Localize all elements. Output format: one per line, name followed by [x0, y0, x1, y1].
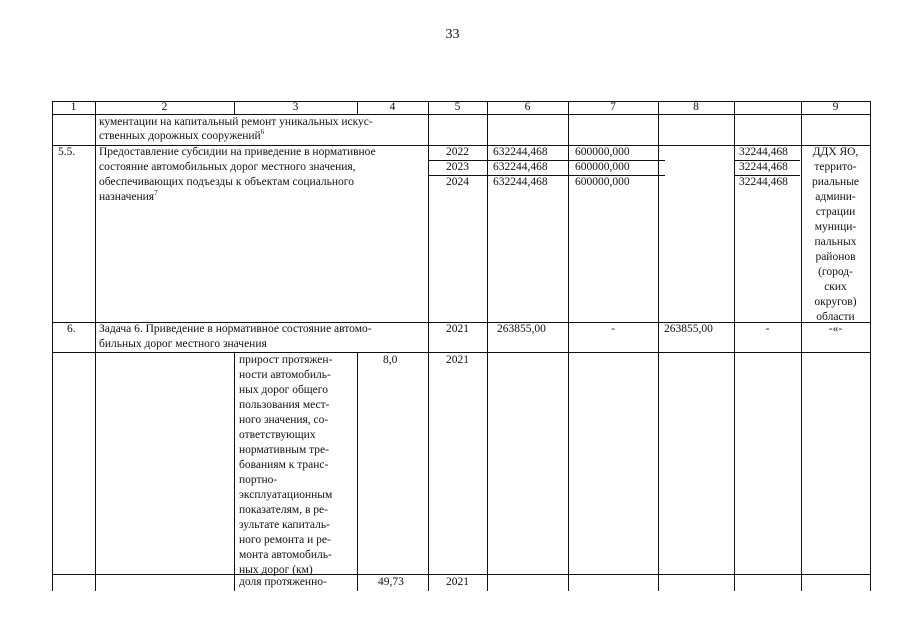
header-col-9: 9	[832, 101, 839, 113]
indicator-line: пользования мест-	[239, 399, 330, 411]
indicator-line: ных дорог (км)	[239, 564, 313, 576]
executor-cell	[801, 145, 870, 325]
executor-line: ДДХ ЯО,	[812, 146, 859, 158]
col-border	[568, 101, 569, 591]
amount-col6: 632244,468	[493, 176, 548, 188]
amount-col8x: 32244,468	[739, 146, 788, 158]
indicator-value: 8,0	[383, 354, 398, 366]
footnote-mark: 7	[154, 189, 158, 198]
amount-col7: 600000,000	[575, 176, 630, 188]
header-col-4: 4	[389, 101, 396, 113]
cont-line: кументации на капитальный ремонт уникальных искус-	[99, 116, 373, 128]
executor-line: террито-	[814, 161, 857, 173]
cont-line: ственных дорожных сооружений$^6$	[99, 128, 265, 142]
page-number: 33	[445, 27, 460, 42]
indicator-line: ности автомобиль-	[239, 369, 331, 381]
amount-col8x: 32244,468	[739, 176, 788, 188]
footnote-mark: 6	[260, 128, 265, 137]
year: 2023	[446, 161, 469, 173]
year: 2022	[446, 146, 469, 158]
amount-col7: 600000,000	[575, 161, 630, 173]
amount-col8x: 32244,468	[739, 161, 788, 173]
row-title-line: обеспечивающих подъезды к объектам социального	[99, 176, 354, 188]
executor-line: ских	[824, 281, 847, 293]
row-title-line: назначения$^7$	[99, 189, 158, 203]
col-border	[487, 101, 488, 591]
indicator-line: ответствующих	[239, 429, 316, 441]
executor-same: -«-	[828, 323, 843, 335]
indicator-value: 49,73	[378, 576, 404, 588]
header-col-2: 2	[161, 101, 168, 113]
executor-line: страции	[815, 206, 856, 218]
col-border	[734, 101, 735, 591]
header-col-6: 6	[524, 101, 531, 113]
col-border-4	[357, 352, 358, 591]
year: 2021	[446, 354, 469, 366]
header-col-8: 8	[693, 101, 699, 113]
row-title-line: состояние автомобильных дорог местного значения,	[99, 161, 356, 173]
executor-line: админи-	[815, 191, 856, 203]
executor-line: округов)	[814, 296, 857, 308]
executor-line: пальных	[814, 236, 857, 248]
col-border	[658, 101, 659, 591]
col-border	[95, 101, 96, 591]
amount-col6: 632244,468	[493, 146, 548, 158]
indicator-line: монта автомобиль-	[239, 549, 332, 561]
indicator-line: прирост протяжен-	[239, 354, 333, 366]
indicator-line: эксплуатационным	[239, 489, 333, 501]
header-col-5: 5	[454, 101, 461, 113]
executor-line: (город-	[818, 266, 853, 278]
year: 2021	[446, 576, 469, 588]
row-num: 6.	[67, 323, 76, 335]
indicator-line: нормативным тре-	[239, 444, 329, 456]
indicator-line: зультате капиталь-	[239, 519, 330, 531]
amount-col8x: -	[765, 323, 770, 335]
year: 2024	[446, 176, 469, 188]
row-title-line: бильных дорог местного значения	[99, 338, 267, 350]
indicator-text	[239, 353, 332, 578]
indicator-line: ного значения, со-	[239, 414, 329, 426]
row-title-line: Предоставление субсидии на приведение в нормативное	[99, 146, 376, 158]
col-border	[870, 101, 871, 591]
row-title-line: Задача 6. Приведение в нормативное состояние автомо-	[99, 323, 372, 335]
indicator-line: бованиям к транс-	[239, 459, 329, 471]
executor-line: области	[816, 311, 855, 323]
amount-col7: -	[611, 323, 615, 335]
indicator-line: показателям, в ре-	[239, 504, 328, 516]
header-col-7: 7	[610, 101, 616, 113]
amount-col8: 263855,00	[664, 323, 713, 335]
col-border	[52, 101, 53, 591]
row-num: 5.5.	[58, 146, 76, 158]
amount-col6: 263855,00	[497, 323, 546, 335]
executor-line: районов	[815, 251, 856, 263]
executor-line: муници-	[814, 221, 857, 233]
amount-col7: 600000,000	[575, 146, 630, 158]
year: 2021	[446, 323, 469, 335]
indicator-line: ного ремонта и ре-	[239, 534, 331, 546]
header-col-1: 1	[70, 101, 77, 113]
col-border-3	[234, 352, 235, 591]
amount-col6: 632244,468	[493, 161, 548, 173]
indicator-line: ных дорог общего	[239, 384, 328, 396]
indicator-line: доля протяженно-	[239, 576, 327, 588]
indicator-line: портно-	[239, 474, 278, 486]
executor-line: риальные	[811, 176, 860, 188]
header-col-3: 3	[292, 101, 299, 113]
